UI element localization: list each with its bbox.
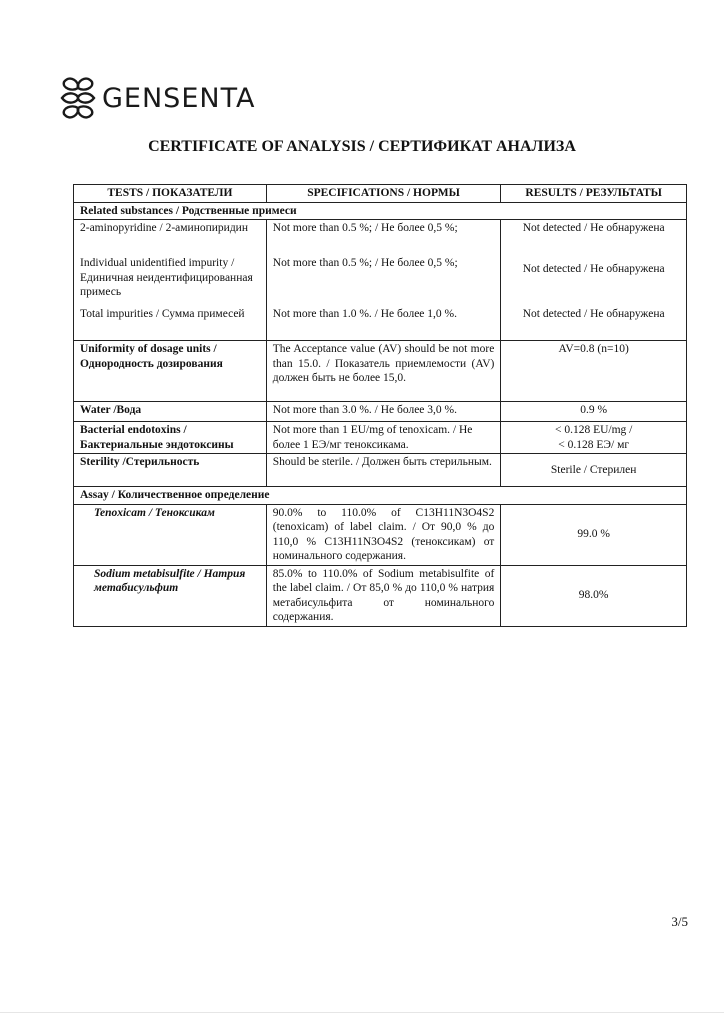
- result: Sterile / Стерилен: [501, 454, 687, 487]
- test-name: Bacterial endotoxins / Бактериальные эндотоксины: [74, 422, 267, 454]
- result: AV=0.8 (n=10): [501, 341, 687, 402]
- table-header-row: [74, 185, 687, 203]
- specification: Not more than 0.5 %; / Не более 0,5 %;: [266, 220, 501, 253]
- specification: Should be sterile. / Должен быть стерильным.: [266, 454, 501, 487]
- gensenta-logo-icon: [58, 76, 98, 120]
- page-number: 3/5: [671, 914, 688, 929]
- result-line: < 0.128 EU/mg /: [554, 424, 633, 436]
- result: 0.9 %: [501, 402, 687, 422]
- test-name: Total impurities / Сумма примесей: [74, 301, 267, 341]
- specification: Not more than 1.0 %. / Не более 1,0 %.: [266, 301, 501, 341]
- header-specifications: SPECIFICATIONS / НОРМЫ: [266, 185, 501, 203]
- result: Not detected / Не обнаружена: [501, 252, 687, 301]
- table-row: [74, 454, 687, 487]
- specification: The Acceptance value (AV) should be not more than 15.0. / Показатель приемлемости (AV) должен быть не более 15,0.: [266, 341, 501, 402]
- table-row: [74, 504, 687, 565]
- section-assay: Assay / Количественное определение: [74, 487, 687, 505]
- specification: Not more than 0.5 %; / Не более 0,5 %;: [266, 252, 501, 301]
- table-row: [74, 220, 687, 253]
- test-name: 2-aminopyridine / 2-аминопиридин: [74, 220, 267, 253]
- table-row: [74, 565, 687, 626]
- test-name: Sterility /Стерильность: [74, 454, 267, 487]
- company-logo: [58, 76, 255, 120]
- test-name: Uniformity of dosage units / Однородность дозирования: [74, 341, 267, 402]
- test-name: Individual unidentified impurity / Единичная неидентифицированная примесь: [74, 252, 267, 301]
- result: Not detected / Не обнаружена: [501, 301, 687, 341]
- section-related-substances: Related substances / Родственные примеси: [74, 202, 687, 220]
- analysis-table: [73, 184, 687, 627]
- page-bottom-edge: [0, 1012, 724, 1013]
- header-results: RESULTS / РЕЗУЛЬТАТЫ: [501, 185, 687, 203]
- test-name: Sodium metabisulfite / Натрия метабисульфит: [74, 565, 267, 626]
- table-row: [74, 341, 687, 402]
- result: [501, 422, 687, 454]
- specification: Not more than 3.0 %. / Не более 3,0 %.: [266, 402, 501, 422]
- header-tests: TESTS / ПОКАЗАТЕЛИ: [74, 185, 267, 203]
- specification: Not more than 1 EU/mg of tenoxicam. / Не более 1 ЕЭ/мг теноксикама.: [266, 422, 501, 454]
- test-name: Water /Вода: [74, 402, 267, 422]
- document-title: CERTIFICATE OF ANALYSIS / СЕРТИФИКАТ АНАЛИЗА: [148, 138, 576, 155]
- result: Not detected / Не обнаружена: [501, 220, 687, 253]
- table-row: [74, 301, 687, 341]
- table-row: [74, 402, 687, 422]
- result: 98.0%: [501, 565, 687, 626]
- specification: 90.0% to 110.0% of C13H11N3O4S2 (tenoxicam) of label claim. / От 90,0 % до 110,0 % C13H11N3O4S2 (теноксикам) от номинального содержания.: [266, 504, 501, 565]
- test-name: Tenoxicam / Теноксикам: [74, 504, 267, 565]
- result: 99.0 %: [501, 504, 687, 565]
- table-row: [74, 422, 687, 454]
- table-row: [74, 252, 687, 301]
- logo-text: GENSENTA: [102, 82, 256, 114]
- specification: 85.0% to 110.0% of Sodium metabisulfite of the label claim. / От 85,0 % до 110,0 % натрия метабисульфита от номинального содержания.: [266, 565, 501, 626]
- result-line: < 0.128 ЕЭ/ мг: [558, 438, 630, 451]
